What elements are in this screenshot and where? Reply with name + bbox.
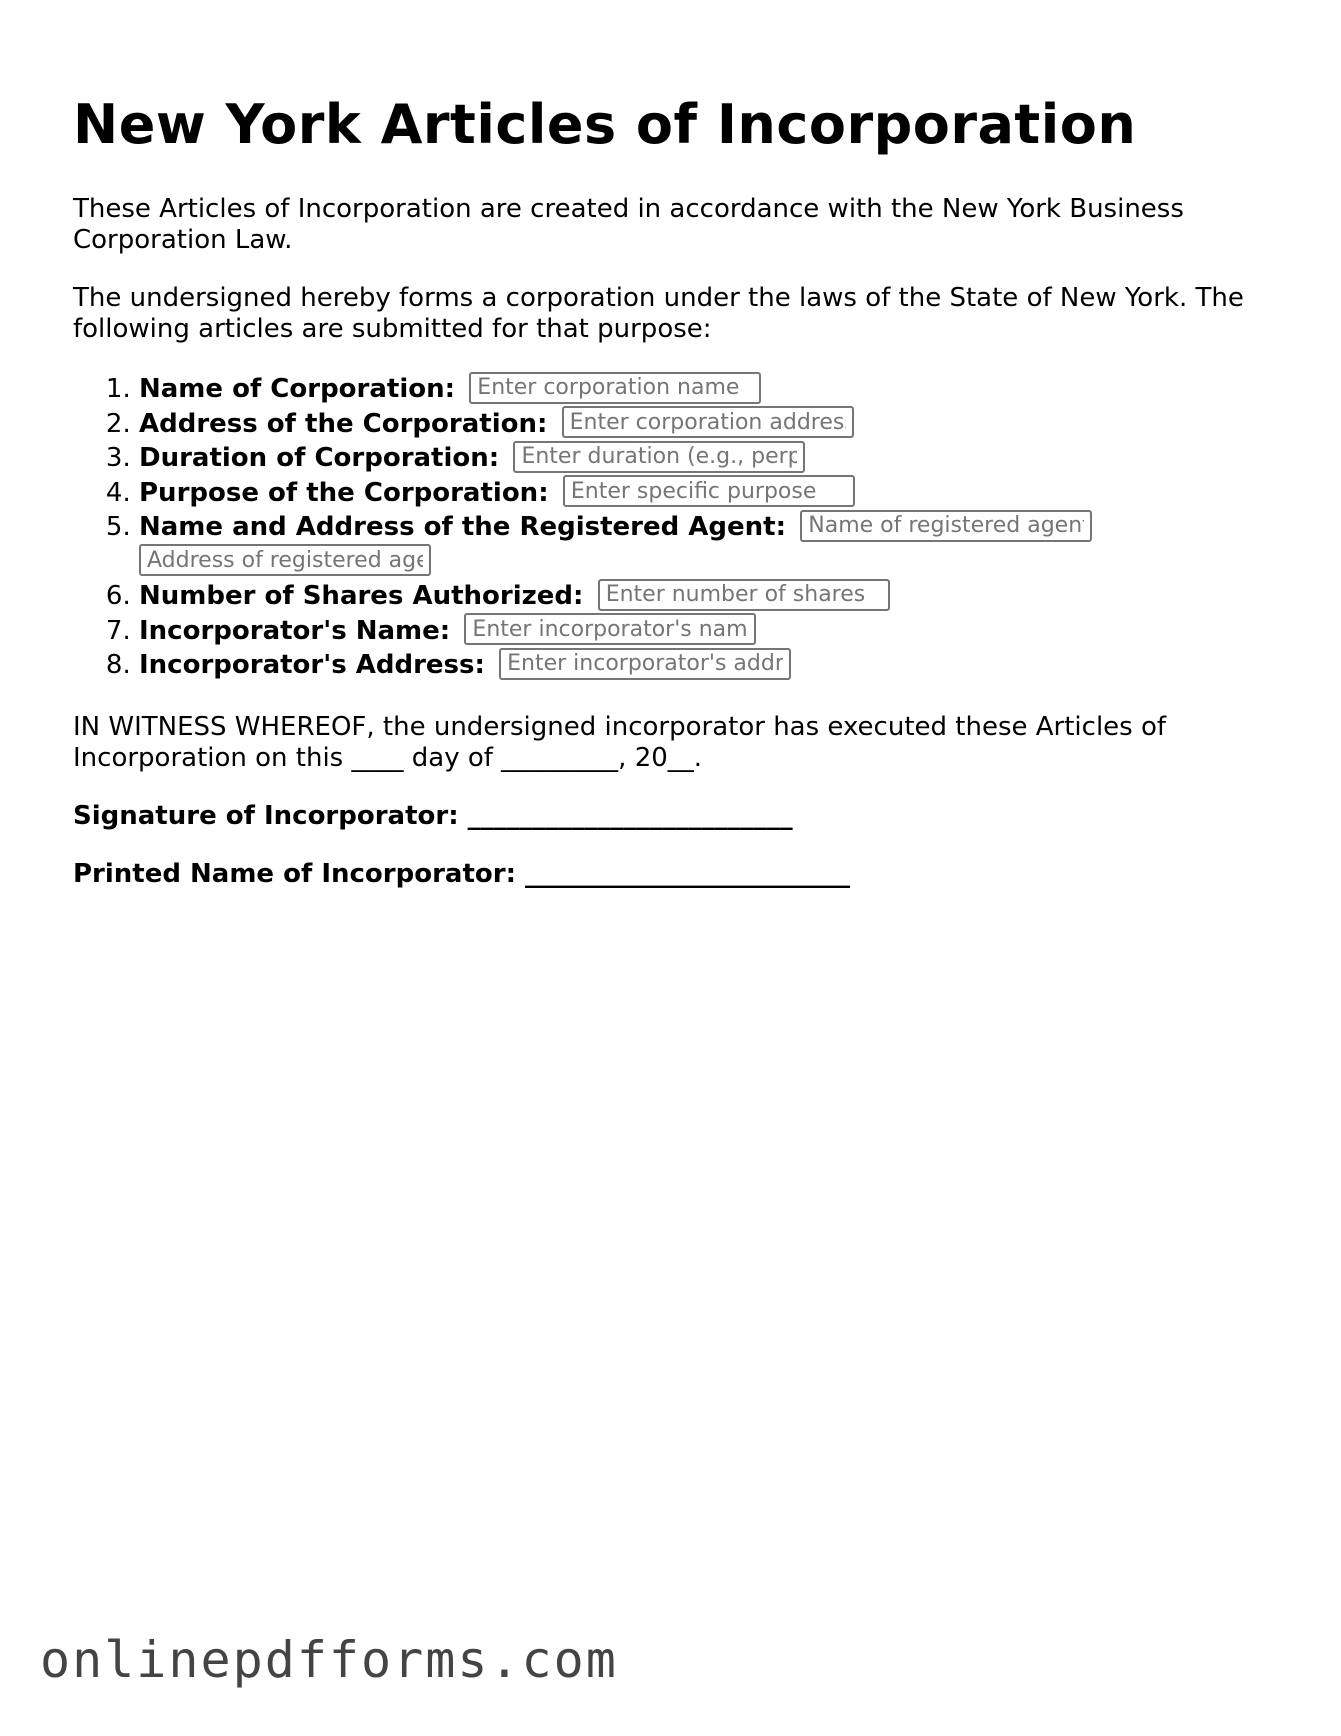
article-label: Number of Shares Authorized: (139, 581, 584, 611)
duration-input[interactable] (513, 441, 805, 473)
signature-blank: _________________________ (467, 800, 793, 831)
article-label: Name and Address of the Registered Agent: (139, 512, 786, 542)
article-item-registered-agent (139, 510, 1273, 579)
intro-paragraph: These Articles of Incorporation are created in accordance with the New York Business Corporation Law. (73, 194, 1184, 255)
registered-agent-name-input[interactable] (800, 510, 1092, 542)
corporation-address-input[interactable] (562, 406, 854, 438)
forms-statement-paragraph: The undersigned hereby forms a corporation under the laws of the State of New York. The following articles are submitted for that purpose: (73, 283, 1244, 344)
article-item-incorporator-address (139, 648, 1273, 683)
signature-label: Signature of Incorporator: (73, 800, 459, 831)
purpose-input[interactable] (563, 475, 855, 507)
articles-list (73, 372, 1273, 683)
article-item-incorporator-name (139, 614, 1273, 649)
article-item-shares (139, 579, 1273, 614)
article-label: Duration of Corporation: (139, 443, 500, 473)
article-item-duration (139, 441, 1273, 476)
incorporator-address-input[interactable] (499, 648, 791, 680)
article-item-corporation-name (139, 372, 1273, 407)
printed-name-label: Printed Name of Incorporator: (73, 858, 516, 889)
incorporator-name-input[interactable] (464, 613, 756, 645)
signature-line (73, 801, 1273, 832)
corporation-name-input[interactable] (469, 372, 761, 404)
article-label: Incorporator's Address: (139, 650, 485, 680)
printed-name-line (73, 859, 1273, 890)
article-label: Address of the Corporation: (139, 408, 548, 439)
printed-name-blank: _________________________ (525, 858, 851, 889)
document-page (73, 0, 1273, 890)
article-item-purpose (139, 476, 1273, 511)
registered-agent-address-input[interactable] (139, 544, 431, 576)
number-of-shares-input[interactable] (598, 579, 890, 611)
witness-paragraph: IN WITNESS WHEREOF, the undersigned incorporator has executed these Articles of Incorporation on this ____ day of _________, 20__. (73, 711, 1167, 773)
article-label: Purpose of the Corporation: (139, 477, 549, 508)
article-label: Name of Corporation: (139, 374, 456, 404)
page-title: New York Articles of Incorporation (73, 93, 1137, 156)
article-item-corporation-address (139, 407, 1273, 442)
article-label: Incorporator's Name: (139, 615, 451, 646)
watermark-logo: onlinepdfforms.com (40, 1631, 618, 1689)
